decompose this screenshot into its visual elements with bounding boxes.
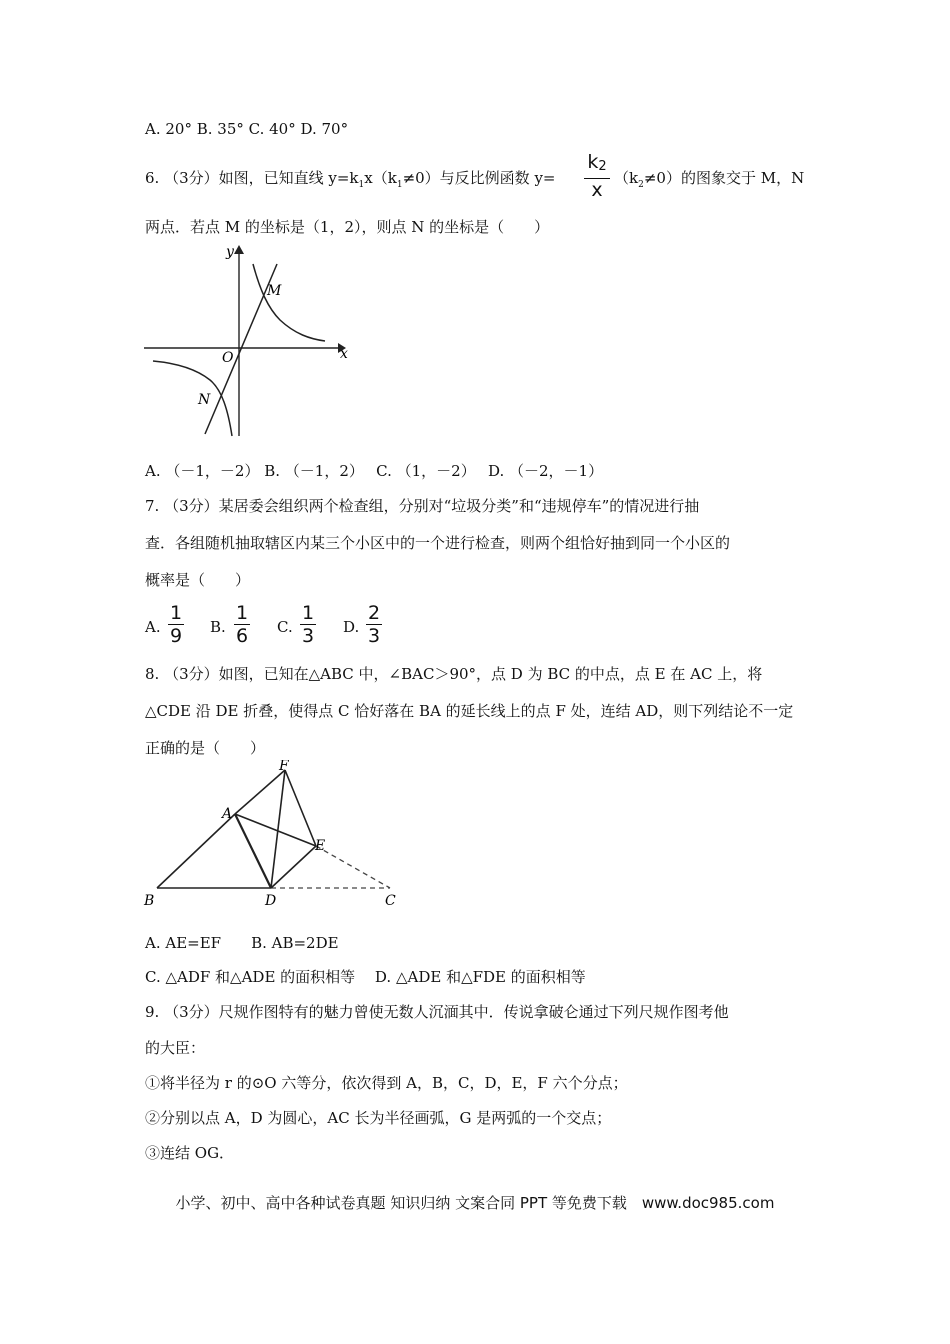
q6-options: A. （－1，－2） B. （－1，2） C. （1，－2） D. （－2，－1） bbox=[145, 462, 604, 480]
q9-step1: ①将半径为 r 的⊙O 六等分，依次得到 A，B，C，D，E，F 六个分点； bbox=[145, 1074, 628, 1092]
q9-stem-line1: 9. （3分）尺规作图特有的魅力曾使无数人沉湎其中．传说拿破仑通过下列尺规作图考他 bbox=[145, 1003, 729, 1021]
q6-text-b: x（k bbox=[364, 169, 397, 187]
segment-fe bbox=[285, 770, 316, 846]
segment-de bbox=[271, 846, 316, 888]
q6-sub1b: 1 bbox=[396, 180, 403, 190]
segment-af bbox=[235, 770, 285, 814]
q7-option-d-label: D. bbox=[343, 618, 360, 636]
q7-option-a-fraction: 1 9 bbox=[169, 602, 183, 647]
q6-figure bbox=[140, 240, 355, 440]
q7-stem-line2: 查．各组随机抽取辖区内某三个小区中的一个进行检查，则两个组恰好抽到同一个小区的 bbox=[145, 534, 731, 552]
q6-text-a: 6. （3分）如图，已知直线 y=k bbox=[145, 169, 359, 187]
q8-stem-line2: △CDE 沿 DE 折叠，使得点 C 恰好落在 BA 的延长线上的点 F 处，连结 AD，则下列结论不一定 bbox=[145, 702, 794, 720]
q7-option-b-fraction: 1 6 bbox=[235, 602, 249, 647]
y-axis-arrow bbox=[234, 245, 244, 254]
segment-ec-dashed bbox=[316, 846, 390, 888]
label-o: O bbox=[222, 350, 234, 366]
label-y: y bbox=[226, 244, 234, 260]
q7-stem-line1: 7. （3分）某居委会组织两个检查组，分别对“垃圾分类”和“违规停车”的情况进行抽 bbox=[145, 497, 700, 515]
q6-stem-line1 bbox=[145, 167, 556, 190]
q8-stem-line1: 8. （3分）如图，已知在△ABC 中，∠BAC＞90°，点 D 为 BC 的中点，点 E 在 AC 上，将 bbox=[145, 665, 763, 683]
q9-step2: ②分别以点 A，D 为圆心，AC 长为半径画弧，G 是两弧的一个交点； bbox=[145, 1109, 612, 1127]
segment-ba bbox=[157, 814, 235, 888]
q8-options-row2: C. △ADF 和△ADE 的面积相等 D. △ADE 和△FDE 的面积相等 bbox=[145, 968, 586, 986]
label-x: x bbox=[340, 346, 348, 362]
label-c: C bbox=[385, 893, 396, 909]
segment-ad bbox=[235, 814, 271, 888]
q6-frac-den: x bbox=[591, 179, 603, 201]
q7-option-c-label: C. bbox=[277, 618, 293, 636]
q7-option-c-fraction: 1 3 bbox=[301, 602, 315, 647]
q6-sub1: 1 bbox=[358, 180, 365, 190]
q6-stem-line1-end: $(k_2\ne 0)$的图象交于 M，N bbox=[614, 169, 805, 190]
q6-frac-num: k2 bbox=[587, 151, 607, 174]
q7-option-a-label: A. bbox=[145, 618, 161, 636]
label-m: M bbox=[267, 283, 282, 299]
label-n: N bbox=[198, 392, 211, 408]
q6-text-c: ≠0）与反比例函数 y= bbox=[402, 169, 556, 187]
q8-stem-line3: 正确的是（ ） bbox=[145, 739, 266, 757]
q5-options: A. 20° B. 35° C. 40° D. 70° bbox=[145, 120, 349, 138]
q8-figure bbox=[140, 760, 410, 915]
q8-options-row1: A. AE=EF B. AB=2DE bbox=[145, 934, 339, 952]
label-b: B bbox=[144, 893, 155, 909]
label-f: F bbox=[279, 760, 289, 774]
label-d: D bbox=[265, 893, 277, 909]
label-e: E bbox=[315, 838, 326, 854]
q9-stem-line2: 的大臣： bbox=[145, 1039, 206, 1057]
hyperbola-q1 bbox=[253, 264, 325, 341]
page-footer: 小学、初中、高中各种试卷真题 知识归纳 文案合同 PPT 等免费下载 www.doc985.com bbox=[175, 1194, 775, 1212]
q9-step3: ③连结 OG． bbox=[145, 1144, 235, 1162]
label-a: A bbox=[222, 806, 233, 822]
q7-option-d-fraction: 2 3 bbox=[367, 602, 381, 647]
q6-fraction bbox=[584, 152, 610, 200]
q6-stem-line2: 两点．若点 M 的坐标是（1，2），则点 N 的坐标是（ ） bbox=[145, 218, 550, 236]
q7-option-b-label: B. bbox=[210, 618, 226, 636]
q7-stem-line3: 概率是（ ） bbox=[145, 571, 251, 589]
